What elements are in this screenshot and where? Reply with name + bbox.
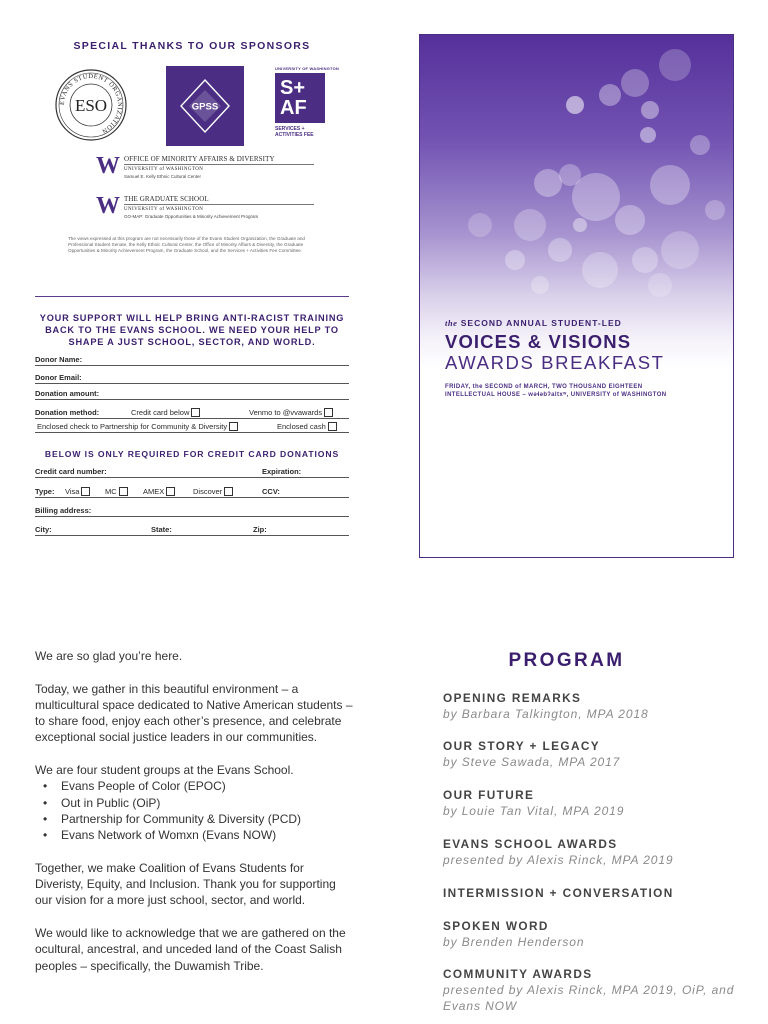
program-item-presenter: by Louie Tan Vital, MPA 2019 <box>443 804 625 818</box>
saf-caption: SERVICES + ACTIVITIES FEE <box>275 126 314 138</box>
grad-school-name: THE GRADUATE SCHOOL <box>124 195 314 205</box>
omad-logo <box>35 154 349 188</box>
city-label[interactable]: City: <box>35 525 52 534</box>
credit-card-number-label[interactable]: Credit card number: <box>35 467 107 476</box>
welcome-section <box>35 648 355 990</box>
sponsors-title: SPECIAL THANKS TO OUR SPONSORS <box>73 40 311 52</box>
credit-card-checkbox[interactable] <box>191 408 200 417</box>
saf-mark <box>275 73 325 123</box>
program-item-name: OUR FUTURE <box>443 788 535 802</box>
welcome-paragraph-coalition: Together, we make Coalition of Evans Students for Diveristy, Equity, and Inclusion. Thank you for supporting our vision for a more just school, sector, and world. <box>35 860 336 908</box>
state-label[interactable]: State: <box>151 525 172 534</box>
saf-mark-line2: AF <box>280 97 307 119</box>
list-item: • Partnership for Community & Diversity (PCD) <box>35 811 355 827</box>
cash-option[interactable]: Enclosed cash <box>277 422 337 431</box>
cover-date-venue <box>445 383 730 399</box>
program-item <box>443 690 743 722</box>
check-checkbox[interactable] <box>229 422 238 431</box>
program-item-name: INTERMISSION + CONVERSATION <box>443 886 674 900</box>
amex-option[interactable]: AMEX <box>143 487 175 496</box>
saf-logo <box>275 66 339 146</box>
uw-w-logo-icon: W <box>96 193 120 219</box>
welcome-paragraph-gather: Today, we gather in this beautiful environment – a multicultural space dedicated to Native American students – to share food, enjoy each other’s presence, and celebrate exceptional social justice leaders in our communities. <box>35 681 353 745</box>
grad-school-logo <box>35 194 349 228</box>
eso-abbr: ESO <box>74 96 108 115</box>
credit-card-row <box>35 463 349 478</box>
list-item: • Evans Network of Womxn (Evans NOW) <box>35 827 355 843</box>
program-item <box>443 918 743 950</box>
omad-center: Samuel E. Kelly Ethnic Cultural Center <box>124 174 202 179</box>
sponsor-logos <box>35 66 349 148</box>
donation-amount-field[interactable] <box>35 384 349 400</box>
gpss-logo <box>166 66 244 146</box>
bokeh-background-image <box>420 35 734 558</box>
program-item-presenter: by Steve Sawada, MPA 2017 <box>443 755 621 769</box>
program-item-name: SPOKEN WORD <box>443 919 549 933</box>
city-state-zip-row <box>35 517 349 536</box>
program-item <box>443 836 743 868</box>
grad-school-university: UNIVERSITY of WASHINGTON <box>124 207 204 212</box>
sponsors-section <box>35 40 349 253</box>
section-divider <box>35 296 349 297</box>
cash-checkbox[interactable] <box>328 422 337 431</box>
grad-school-program: GO-MAP: Graduate Opportunities & Minority Achievement Program <box>124 214 259 219</box>
program-item <box>443 738 743 770</box>
program-item-name: COMMUNITY AWARDS <box>443 967 593 981</box>
donation-amount-label: Donation amount: <box>35 389 100 398</box>
gpss-abbr: GPSS <box>191 101 219 113</box>
mc-option[interactable]: MC <box>105 487 128 496</box>
cover-panel <box>419 34 734 558</box>
expiration-label[interactable]: Expiration: <box>262 467 302 476</box>
student-groups-list <box>35 778 355 843</box>
cover-kicker: the SECOND ANNUAL STUDENT-LED <box>445 318 622 328</box>
billing-address-field[interactable] <box>35 498 349 517</box>
venmo-option[interactable]: Venmo to @vvawards <box>249 408 333 417</box>
billing-address-label: Billing address: <box>35 506 92 515</box>
ccv-label[interactable]: CCV: <box>262 487 280 496</box>
program-item-presenter: by Brenden Henderson <box>443 935 585 949</box>
list-item: • Evans People of Color (EPOC) <box>35 778 355 794</box>
donation-method-row <box>35 400 349 419</box>
saf-top-text: UNIVERSITY OF WASHINGTON <box>275 66 339 71</box>
cover-subtitle: AWARDS BREAKFAST <box>445 352 665 373</box>
credit-card-option[interactable]: Credit card below <box>131 408 200 417</box>
donor-email-field[interactable] <box>35 366 349 384</box>
card-type-label: Type: <box>35 487 55 496</box>
discover-option[interactable]: Discover <box>193 487 233 496</box>
cover-date: FRIDAY, the SECOND of MARCH, TWO THOUSAND EIGHTEEN <box>445 384 643 390</box>
donor-name-field[interactable] <box>35 351 349 366</box>
program-item-name: OUR STORY + LEGACY <box>443 739 601 753</box>
program-title: PROGRAM <box>508 650 625 671</box>
support-message: YOUR SUPPORT WILL HELP BRING ANTI-RACIST TRAINING BACK TO THE EVANS SCHOOL. WE NEED YOUR HELP TO SHAPE A JUST SCHOOL, SECTOR, AND WORLD. <box>39 313 345 347</box>
amex-checkbox[interactable] <box>166 487 175 496</box>
list-item: • Out in Public (OiP) <box>35 795 355 811</box>
donor-name-label: Donor Name: <box>35 355 83 364</box>
omad-name: OFFICE OF MINORITY AFFAIRS & DIVERSITY <box>124 155 314 165</box>
cover-venue: INTELLECTUAL HOUSE – wəɬəbʔaltxʷ, UNIVERSITY of WASHINGTON <box>445 392 667 398</box>
card-type-row <box>35 478 349 498</box>
uw-w-logo-icon: W <box>96 153 120 179</box>
donation-method-row-2 <box>35 419 349 433</box>
discover-checkbox[interactable] <box>224 487 233 496</box>
mc-checkbox[interactable] <box>119 487 128 496</box>
visa-checkbox[interactable] <box>81 487 90 496</box>
credit-card-heading: BELOW IS ONLY REQUIRED FOR CREDIT CARD DONATIONS <box>44 449 340 459</box>
sponsor-disclaimer: The views expressed at this program are not necessarily those of the Evans Student Organization, the Graduate and Professional Student Senate, the Kelly Ethnic Cultural Center, the Office of Minority Affairs & Diversity, the Graduate Opportunities & Minority Achievement Program, the Graduate School, and the Services + Activities Fee Committee. <box>68 236 305 253</box>
program-item <box>443 885 743 901</box>
program-item-presenter: by Barbara Talkington, MPA 2018 <box>443 707 649 721</box>
venmo-checkbox[interactable] <box>324 408 333 417</box>
program-item-name: OPENING REMARKS <box>443 691 582 705</box>
welcome-intro: We are so glad you’re here. <box>35 649 183 663</box>
welcome-groups-intro: We are four student groups at the Evans School. <box>35 763 294 778</box>
zip-label[interactable]: Zip: <box>253 525 267 534</box>
donor-email-label: Donor Email: <box>35 373 82 382</box>
donation-form <box>35 296 349 536</box>
program-item-presenter: presented by Alexis Rinck, MPA 2019 <box>443 853 674 867</box>
saf-mark-line1: S+ <box>280 77 306 99</box>
omad-university: UNIVERSITY of WASHINGTON <box>124 167 204 172</box>
welcome-land-acknowledgement: We would like to acknowledge that we are gathered on the ocultural, ancestral, and unceded land of the Coast Salish peoples – specifically, the Duwamish Tribe. <box>35 926 346 973</box>
eso-seal-logo <box>54 68 128 142</box>
donation-method-label: Donation method: <box>35 408 100 417</box>
program-item-presenter: presented by Alexis Rinck, MPA 2019, OiP, and Evans NOW <box>443 983 735 1013</box>
program-item <box>443 787 743 819</box>
visa-option[interactable]: Visa <box>65 487 90 496</box>
program-item <box>443 966 743 1014</box>
check-option[interactable]: Enclosed check to Partnership for Community & Diversity <box>37 422 238 431</box>
program-item-name: EVANS SCHOOL AWARDS <box>443 837 618 851</box>
cover-title: VOICES & VISIONS <box>445 331 632 352</box>
eso-ring-text: EVANS STUDENT ORGANIZATION <box>58 72 124 135</box>
